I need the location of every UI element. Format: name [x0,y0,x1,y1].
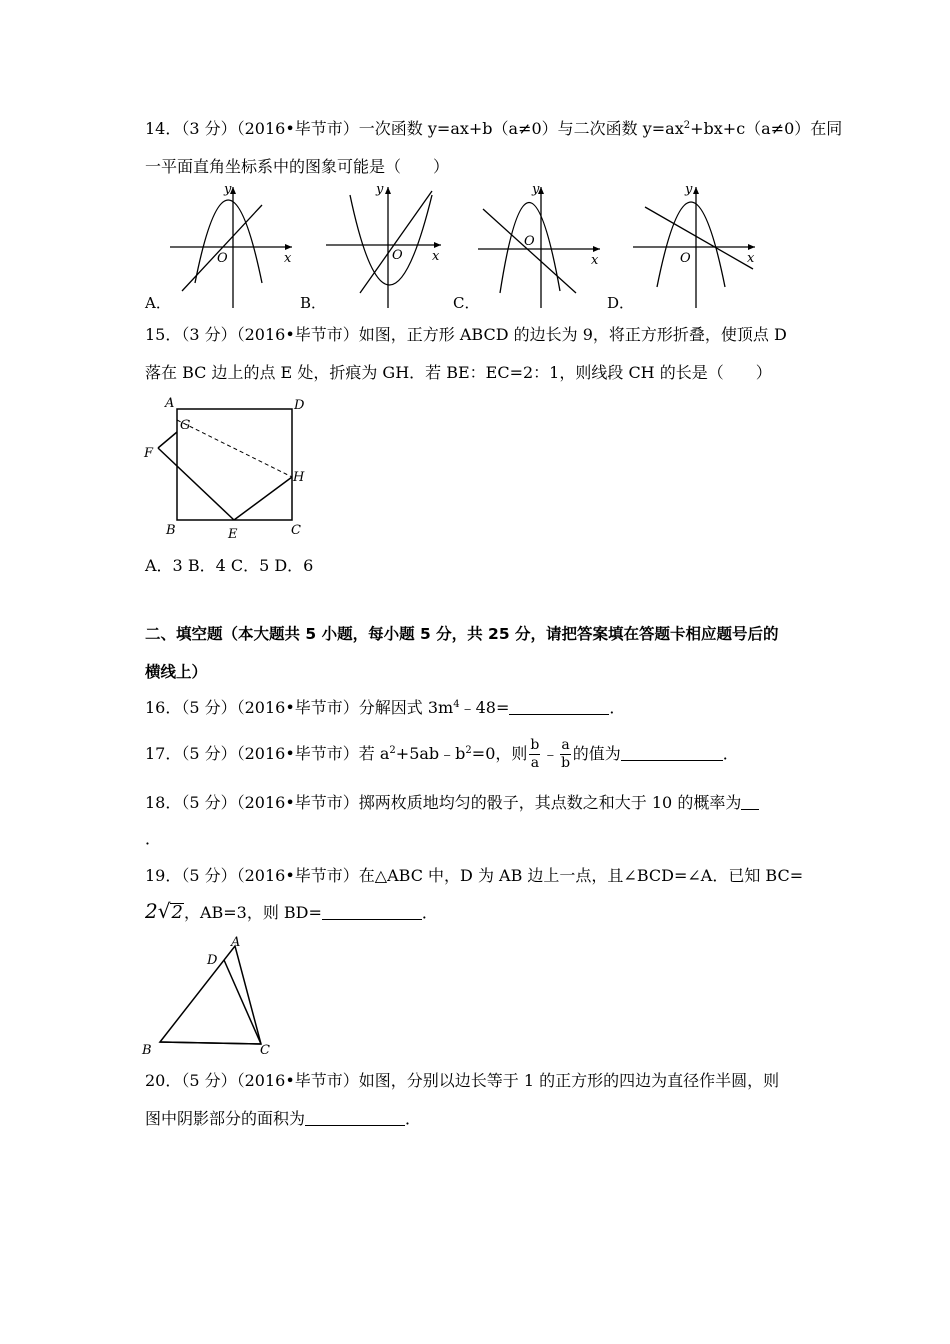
q19-line1: 19．（5 分）（2016•毕节市）在△ABC 中，D 为 AB 边上一点，且∠BCD=∠A．已知 BC= [145,866,804,885]
q14-option-d: D． [607,294,635,312]
q14-c-y: y [532,182,540,197]
q15-label-c: C [291,523,301,538]
q15-label-f: F [144,446,154,461]
q17-fraction-a-over-b: $\frac{a}{b}$ [561,737,571,771]
q17-fraction-b-over-a: $\frac{b}{a}$ [530,737,540,771]
q19-figure [140,930,290,1060]
q14-a-x: x [284,251,292,266]
q15-line1: 15．（3 分）（2016•毕节市）如图，正方形 ABCD 的边长为 9，将正方形折叠，使顶点 D [145,325,787,344]
section2-heading-line2: 横线上） [145,663,208,681]
q19-label-c: C [260,1043,270,1058]
q14-b-x: x [432,249,440,264]
q15-answers: A．3 B．4 C．5 D．6 [145,556,314,575]
section2-heading-line1: 二、填空题（本大题共 5 小题，每小题 5 分，共 25 分，请把答案填在答题卡相应题号后的 [145,625,779,643]
q14-c-x: x [591,253,599,268]
q14-line2: 一平面直角坐标系中的图象可能是（ ） [145,157,450,176]
q20-line2: 图中阴影部分的面积为 ． [145,1109,422,1128]
q18-answer-blank[interactable] [741,793,759,810]
q14-option-c: C． [453,294,480,312]
q16: 16．（5 分）（2016•毕节市）分解因式 $3m^4﹣48=$ ． [145,698,626,717]
q14-b-origin: O [392,248,403,263]
q20-line1: 20．（5 分）（2016•毕节市）如图，分别以边长等于 1 的正方形的四边为直径作半圆，则 [145,1071,780,1090]
q14-c-origin: O [524,234,535,249]
q18-line1: 18．（5 分）（2016•毕节市）掷两枚质地均匀的骰子，其点数之和大于 10 的概率为 [145,793,759,813]
q14-line1: 14．（3 分）（2016•毕节市）一次函数 y=ax+b（a≠0）与二次函数 $y=ax^2+bx+c(a\ne 0)$在同 [145,119,843,138]
q14-a-origin: O [217,251,228,266]
q16-answer-blank[interactable] [509,698,609,715]
q14-option-a: A． [145,294,171,312]
q15-figure [140,390,320,550]
q15-label-e: E [228,527,238,542]
q17-answer-blank[interactable] [621,744,723,761]
q14-d-x: x [747,251,755,266]
q15-label-a: A [165,396,175,411]
q14-b-y: y [376,182,384,197]
q14-d-y: y [685,182,693,197]
q19-label-b: B [142,1043,152,1058]
q14-graph-a [170,183,300,308]
q14-graph-d [633,183,763,308]
q19-label-a: A [231,935,241,950]
q18-line2: ． [145,829,162,848]
q15-label-g: G [180,418,191,433]
q17: 17．（5 分）（2016•毕节市）若 $a^2+5ab﹣b^2=0$，则 $\frac{b}{a}$ ﹣ $\frac{a}{b}$ 的值为 ． [145,737,739,771]
q19-line2: 2√2，AB=3，则 BD= ． [145,899,438,923]
q14-graph-c [478,183,608,308]
q19-label-d: D [207,953,218,968]
q15-label-h: H [293,470,305,485]
q19-sqrt: 2√2 [145,899,183,923]
q14-option-b: B． [300,294,327,312]
q20-answer-blank[interactable] [305,1109,405,1126]
q14-a-y: y [224,182,232,197]
q14-d-origin: O [680,251,691,266]
q19-answer-blank[interactable] [322,903,422,920]
q15-label-d: D [294,398,305,413]
q14-graph-b [326,183,456,308]
q15-line2: 落在 BC 边上的点 E 处，折痕为 GH．若 BE：EC=2：1，则线段 CH 的长是（ ） [145,363,772,382]
q15-label-b: B [166,523,176,538]
